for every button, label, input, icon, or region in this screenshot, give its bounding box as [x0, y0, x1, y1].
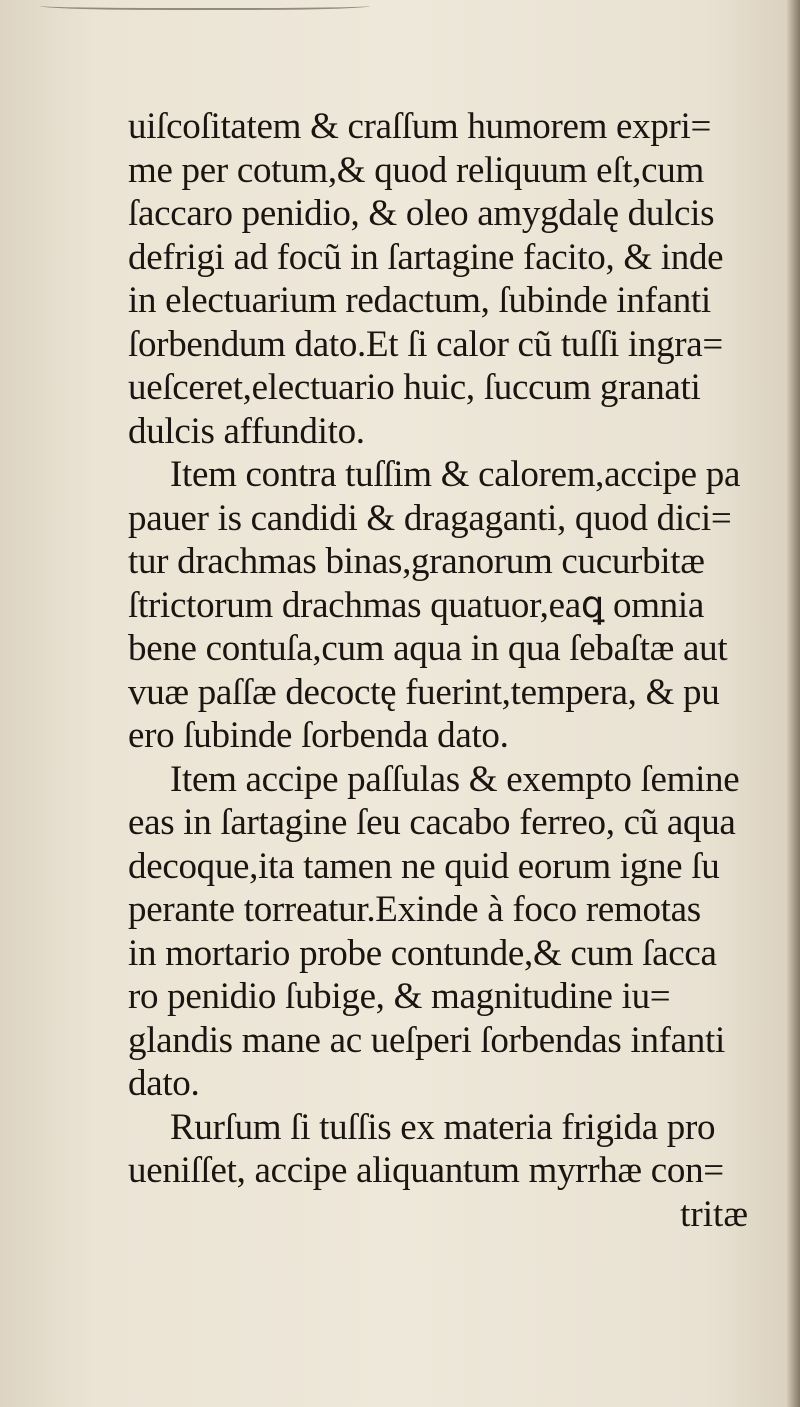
text-line: eas in ſartagine ſeu cacabo ferreo, cũ aqua	[128, 802, 736, 843]
paragraph-start-line: Rurſum ſi tuſſis ex materia frigida pro	[170, 1106, 716, 1148]
text-line: ſtrictorum drachmas quatuor,eaꝗ omnia	[128, 584, 704, 626]
text-line: ueſceret,electuario huic, ſuccum granati	[128, 367, 701, 408]
text-line: ſaccaro penidio, & oleo amygdalę dulcis	[128, 193, 715, 234]
page-binding-shadow	[786, 0, 800, 1407]
text-line: in electuarium redactum, ſubinde infanti	[128, 280, 711, 321]
text-line: ero ſubinde ſorbenda dato.	[128, 715, 509, 756]
text-line: pauer is candidi & dragaganti, quod dici=	[128, 497, 732, 539]
text-line: dulcis affundito.	[128, 410, 365, 452]
text-line: tur drachmas binas,granorum cucurbitæ	[128, 541, 705, 582]
text-line: in mortario probe contunde,& cum ſacca	[128, 932, 717, 974]
text-line: uiſcoſitatem & craſſum humorem expri=	[128, 106, 712, 147]
text-line: ſorbendum dato.Et ſi calor cũ tuſſi ingra=	[128, 323, 723, 365]
paragraph-start-line: Item accipe paſſulas & exempto ſemine	[170, 758, 740, 800]
text-line: glandis mane ac ueſperi ſorbendas infanti	[128, 1019, 725, 1061]
top-page-edge	[40, 0, 370, 10]
text-line: ro penidio ſubige, & magnitudine iu=	[128, 976, 671, 1017]
text-line: defrigi ad focũ in ſartagine facito, & inde	[128, 236, 724, 278]
paragraph-start-line: Item contra tuſſim & calorem,accipe pa	[170, 454, 741, 495]
text-line: ueniſſet, accipe aliquantum myrrhæ con=	[128, 1150, 724, 1191]
text-line: me per cotum,& quod reliquum eſt,cum	[128, 149, 704, 191]
text-line: perante torreatur.Exinde à foco remotas	[128, 889, 701, 930]
text-line: dato.	[128, 1063, 200, 1104]
catchword: tritæ	[680, 1193, 748, 1235]
text-line: vuæ paſſæ decoctę fuerint,tempera, & pu	[128, 671, 720, 713]
latin-text-block	[128, 105, 768, 1236]
text-line: bene contuſa,cum aqua in qua ſebaſtæ aut	[128, 628, 728, 669]
text-line: decoque,ita tamen ne quid eorum igne ſu	[128, 845, 720, 887]
